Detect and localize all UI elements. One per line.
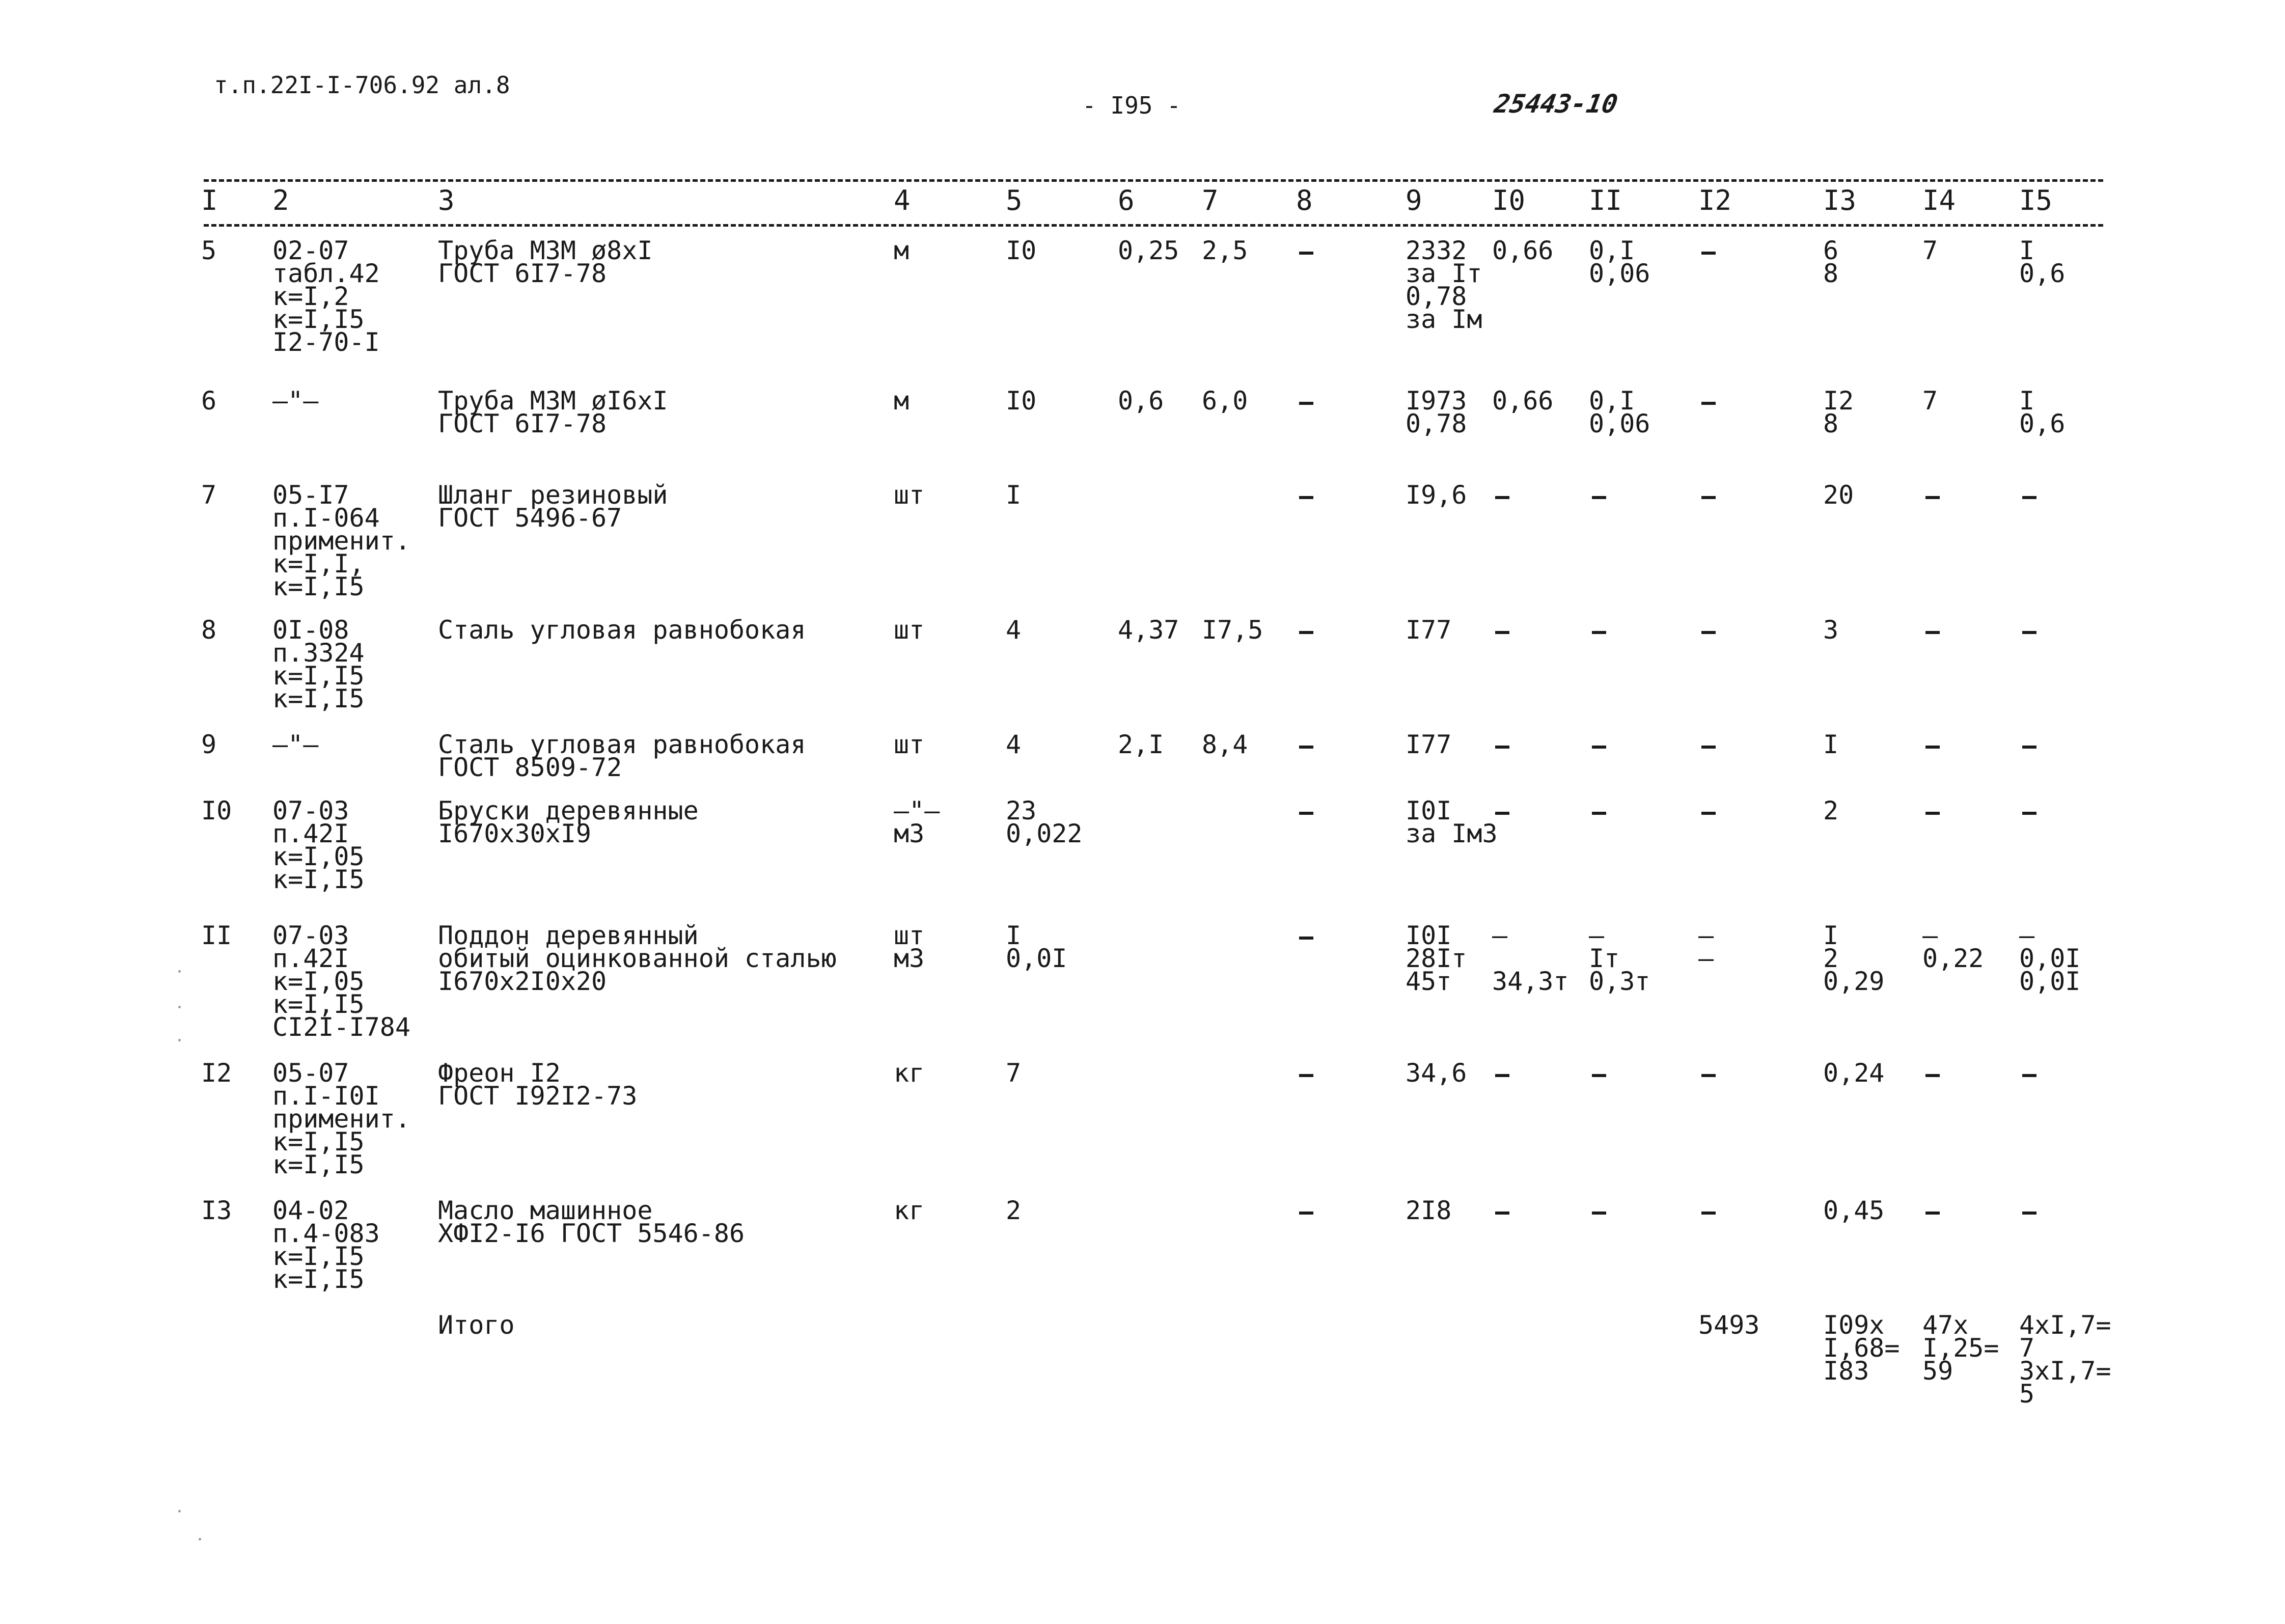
row-cell-c11-dash xyxy=(1592,496,1606,499)
row-cell-c15-dash xyxy=(2022,1212,2036,1215)
row-cell-c15: I 0,6 xyxy=(2019,386,2066,438)
row-cell-c10-dash xyxy=(1495,1074,1509,1077)
row-cell-c14: – 0,22 xyxy=(1922,921,1984,973)
row-cell-n: I3 xyxy=(201,1196,232,1225)
row-cell-name: Труба МЗМ ø8хI ГОСТ 6I7-78 xyxy=(438,236,653,288)
row-cell-c13: I2 8 xyxy=(1823,386,1854,438)
row-cell-c13: 6 8 xyxy=(1823,236,1839,288)
row-cell-c14-dash xyxy=(1925,1212,1940,1215)
row-cell-c6: 0,25 xyxy=(1118,236,1179,265)
row-cell-c9: I0I за Iм3 xyxy=(1406,796,1498,848)
row-cell-c6: 0,6 xyxy=(1118,386,1164,416)
row-cell-n: 5 xyxy=(201,236,217,265)
total-c13: I09х I,68= I83 xyxy=(1823,1310,1900,1386)
row-cell-unit: шт xyxy=(894,480,925,510)
row-cell-c13: I 2 0,29 xyxy=(1823,921,1885,996)
row-cell-c13: 20 xyxy=(1823,480,1854,510)
row-cell-c10-dash xyxy=(1495,746,1509,749)
row-cell-c8-dash xyxy=(1299,1074,1313,1077)
row-cell-c9: I0I 28Iт 45т xyxy=(1406,921,1467,996)
column-number: 2 xyxy=(272,184,289,216)
row-cell-c15-dash xyxy=(2022,1074,2036,1077)
row-cell-n: I0 xyxy=(201,796,232,825)
column-number: I xyxy=(201,184,218,216)
total-c14: 47х I,25= 59 xyxy=(1922,1310,1999,1386)
row-cell-qty: 7 xyxy=(1006,1058,1022,1088)
row-cell-name: Масло машинное ХФI2-I6 ГОСТ 5546-86 xyxy=(438,1196,745,1248)
row-cell-c15: – 0,0I 0,0I xyxy=(2019,921,2081,996)
row-cell-c12-dash xyxy=(1701,252,1716,255)
row-cell-c11-dash xyxy=(1592,812,1606,815)
row-cell-unit: м xyxy=(894,236,910,265)
row-cell-name: Фреон I2 ГОСТ I92I2-73 xyxy=(438,1058,638,1111)
margin-mark xyxy=(178,970,181,973)
total-label: Итого xyxy=(438,1310,515,1340)
row-cell-c8-dash xyxy=(1299,496,1313,499)
row-cell-c10-dash xyxy=(1495,812,1509,815)
row-cell-c10-dash xyxy=(1495,631,1509,634)
row-cell-code: 05-07 п.I-I0I применит. к=I,I5 к=I,I5 xyxy=(272,1058,410,1179)
margin-mark xyxy=(178,1006,181,1008)
row-cell-c11-dash xyxy=(1592,1074,1606,1077)
row-cell-c11: – Iт 0,3т xyxy=(1589,921,1650,996)
row-cell-c9: I9,6 xyxy=(1406,480,1467,510)
row-cell-c9: I973 0,78 xyxy=(1406,386,1467,438)
row-cell-qty: 4 xyxy=(1006,615,1022,645)
row-cell-c10-dash xyxy=(1495,1212,1509,1215)
row-cell-qty: I xyxy=(1006,480,1022,510)
row-cell-c14-dash xyxy=(1925,812,1940,815)
margin-mark xyxy=(178,1039,181,1041)
row-cell-n: 6 xyxy=(201,386,217,416)
column-number: 5 xyxy=(1006,184,1023,216)
column-number: 3 xyxy=(438,184,455,216)
row-cell-c13: 0,24 xyxy=(1823,1058,1885,1088)
table-header-top-rule xyxy=(204,179,2103,182)
row-cell-code: 02-07 табл.42 к=I,2 к=I,I5 I2-70-I xyxy=(272,236,380,357)
row-cell-c11: 0,I 0,06 xyxy=(1589,236,1650,288)
row-cell-c15: I 0,6 xyxy=(2019,236,2066,288)
row-cell-n: 8 xyxy=(201,615,217,645)
row-cell-c14: 7 xyxy=(1922,236,1938,265)
row-cell-unit: шт м3 xyxy=(894,921,925,973)
row-cell-c11-dash xyxy=(1592,1212,1606,1215)
row-cell-n: 7 xyxy=(201,480,217,510)
row-cell-c14-dash xyxy=(1925,746,1940,749)
row-cell-c9: 2I8 xyxy=(1406,1196,1452,1225)
row-cell-code: 04-02 п.4-083 к=I,I5 к=I,I5 xyxy=(272,1196,380,1294)
row-cell-name: Поддон деревянный обитый оцинкованной сталью I670х2I0х20 xyxy=(438,921,837,996)
row-cell-c13: 3 xyxy=(1823,615,1839,645)
margin-mark xyxy=(199,1538,201,1540)
column-number: I4 xyxy=(1922,184,1956,216)
row-cell-c8-dash xyxy=(1299,937,1313,940)
column-number: I3 xyxy=(1823,184,1857,216)
row-cell-n: II xyxy=(201,921,232,950)
row-cell-c9: 34,6 xyxy=(1406,1058,1467,1088)
row-cell-name: Сталь угловая равнобокая xyxy=(438,615,806,645)
row-cell-code: 07-03 п.42I к=I,05 к=I,I5 xyxy=(272,796,365,894)
row-cell-c15-dash xyxy=(2022,812,2036,815)
row-cell-unit: –"– м3 xyxy=(894,796,940,848)
row-cell-c13: I xyxy=(1823,730,1839,759)
row-cell-code: 05-I7 п.I-064 применит. к=I,I, к=I,I5 xyxy=(272,480,410,601)
row-cell-c9: I77 xyxy=(1406,730,1452,759)
row-cell-unit: кг xyxy=(894,1196,925,1225)
table-header-bottom-rule xyxy=(204,224,2103,227)
row-cell-c15-dash xyxy=(2022,631,2036,634)
row-cell-c12-dash xyxy=(1701,496,1716,499)
row-cell-c8-dash xyxy=(1299,631,1313,634)
row-cell-c12-dash xyxy=(1701,1212,1716,1215)
column-number: 4 xyxy=(894,184,911,216)
row-cell-c10: – 34,3т xyxy=(1492,921,1569,996)
row-cell-code: 07-03 п.42I к=I,05 к=I,I5 СI2I-I784 xyxy=(272,921,410,1042)
row-cell-c7: I7,5 xyxy=(1202,615,1263,645)
document-code: т.п.22I-I-706.92 ал.8 xyxy=(214,71,510,99)
row-cell-c7: 8,4 xyxy=(1202,730,1248,759)
row-cell-code: 0I-08 п.3324 к=I,I5 к=I,I5 xyxy=(272,615,365,713)
row-cell-name: Сталь угловая равнобокая ГОСТ 8509-72 xyxy=(438,730,806,782)
column-number: I5 xyxy=(2019,184,2053,216)
row-cell-c10: 0,66 xyxy=(1492,386,1554,416)
row-cell-n: I2 xyxy=(201,1058,232,1088)
row-cell-c10-dash xyxy=(1495,496,1509,499)
row-cell-code: –"– xyxy=(272,386,319,416)
row-cell-c9: I77 xyxy=(1406,615,1452,645)
row-cell-c15-dash xyxy=(2022,496,2036,499)
row-cell-c6: 4,37 xyxy=(1118,615,1179,645)
column-number: 6 xyxy=(1118,184,1135,216)
row-cell-c12: – – xyxy=(1698,921,1714,973)
row-cell-c9: 2332 за Iт 0,78 за Iм xyxy=(1406,236,1482,334)
row-cell-c7: 2,5 xyxy=(1202,236,1248,265)
row-cell-name: Труба МЗМ øI6хI ГОСТ 6I7-78 xyxy=(438,386,668,438)
row-cell-c8-dash xyxy=(1299,1212,1313,1215)
row-cell-c12-dash xyxy=(1701,402,1716,405)
row-cell-qty: 4 xyxy=(1006,730,1022,759)
column-number: I0 xyxy=(1492,184,1526,216)
row-cell-c11-dash xyxy=(1592,746,1606,749)
margin-mark xyxy=(178,1510,181,1512)
row-cell-c6: 2,I xyxy=(1118,730,1164,759)
row-cell-qty: I0 xyxy=(1006,386,1037,416)
column-number: 9 xyxy=(1406,184,1422,216)
column-number: II xyxy=(1589,184,1622,216)
row-cell-c12-dash xyxy=(1701,631,1716,634)
page-number: - I95 - xyxy=(1082,92,1181,119)
row-cell-c14-dash xyxy=(1925,1074,1940,1077)
row-cell-c14-dash xyxy=(1925,496,1940,499)
row-cell-unit: кг xyxy=(894,1058,925,1088)
row-cell-c15-dash xyxy=(2022,746,2036,749)
row-cell-unit: шт xyxy=(894,615,925,645)
row-cell-c11: 0,I 0,06 xyxy=(1589,386,1650,438)
row-cell-c10: 0,66 xyxy=(1492,236,1554,265)
row-cell-unit: шт xyxy=(894,730,925,759)
row-cell-c8-dash xyxy=(1299,812,1313,815)
total-c15: 4хI,7= 7 3хI,7= 5 xyxy=(2019,1310,2111,1409)
row-cell-c8-dash xyxy=(1299,402,1313,405)
row-cell-code: –"– xyxy=(272,730,319,759)
handwritten-stamp: 25443-10 xyxy=(1492,89,1620,119)
row-cell-c7: 6,0 xyxy=(1202,386,1248,416)
row-cell-qty: I0 xyxy=(1006,236,1037,265)
column-number: I2 xyxy=(1698,184,1732,216)
row-cell-qty: I 0,0I xyxy=(1006,921,1067,973)
row-cell-c13: 0,45 xyxy=(1823,1196,1885,1225)
row-cell-c12-dash xyxy=(1701,812,1716,815)
row-cell-c8-dash xyxy=(1299,746,1313,749)
row-cell-name: Шланг резиновый ГОСТ 5496-67 xyxy=(438,480,668,533)
row-cell-qty: 23 0,022 xyxy=(1006,796,1083,848)
row-cell-c14-dash xyxy=(1925,631,1940,634)
row-cell-qty: 2 xyxy=(1006,1196,1022,1225)
row-cell-c14: 7 xyxy=(1922,386,1938,416)
row-cell-name: Бруски деревянные I670х30хI9 xyxy=(438,796,699,848)
row-cell-c12-dash xyxy=(1701,746,1716,749)
row-cell-c12-dash xyxy=(1701,1074,1716,1077)
row-cell-unit: м xyxy=(894,386,910,416)
row-cell-n: 9 xyxy=(201,730,217,759)
column-number: 8 xyxy=(1296,184,1313,216)
column-number: 7 xyxy=(1202,184,1219,216)
row-cell-c11-dash xyxy=(1592,631,1606,634)
row-cell-c13: 2 xyxy=(1823,796,1839,825)
total-c12: 5493 xyxy=(1698,1310,1760,1340)
row-cell-c8-dash xyxy=(1299,252,1313,255)
